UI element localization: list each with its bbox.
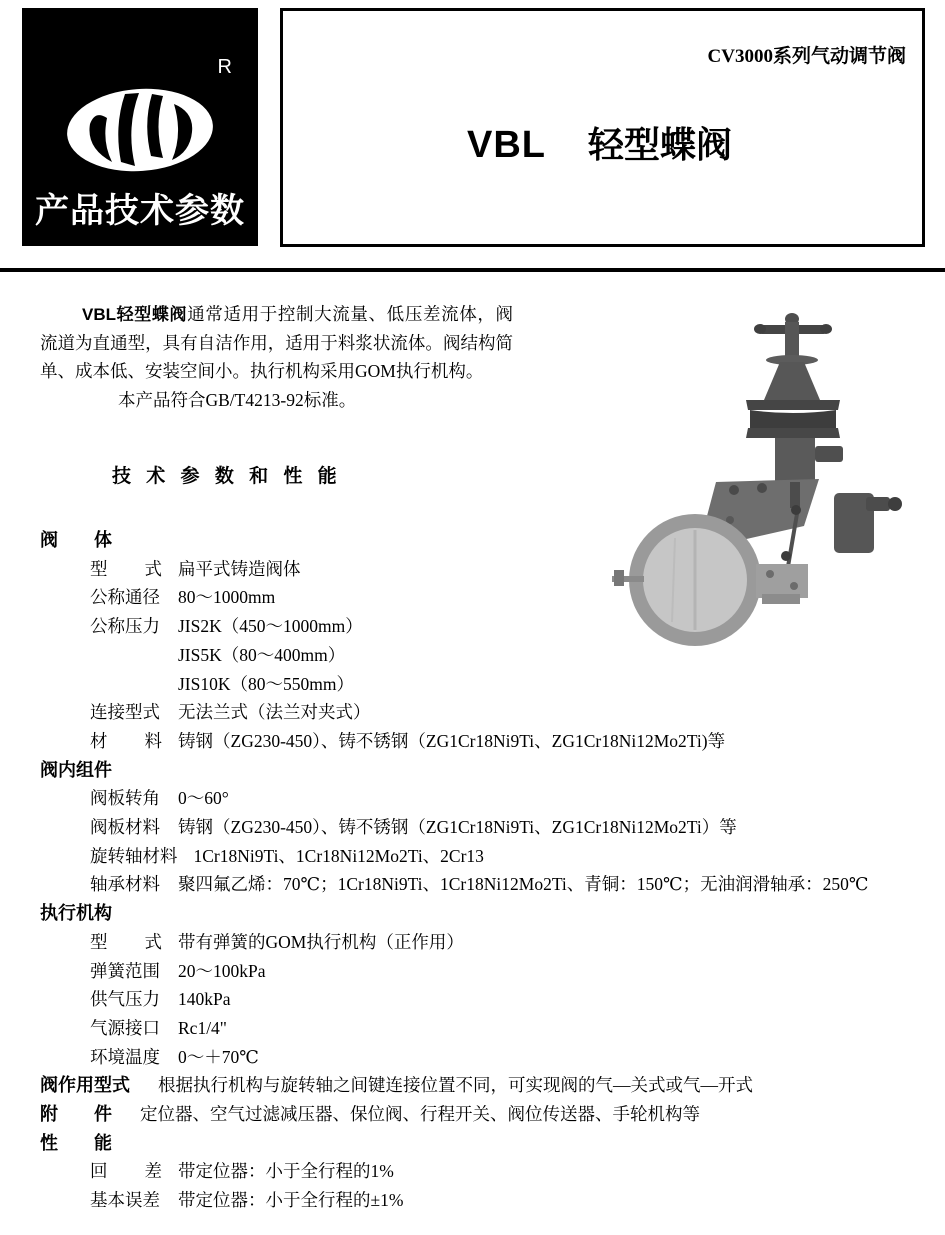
- series-label: CV3000系列气动调节阀: [707, 46, 906, 67]
- spec-label: 阀作用型式: [40, 1075, 130, 1096]
- spec-label: 阀板转角: [90, 788, 160, 809]
- spec-label: 阀内组件: [40, 759, 112, 780]
- spec-label: 附件: [40, 1104, 112, 1125]
- spec-value: 带定位器：小于全行程的1%: [178, 1161, 394, 1182]
- spec-label: 型式: [90, 931, 162, 952]
- spec-value: 80～1000mm: [178, 587, 276, 608]
- spec-value: 带定位器：小于全行程的±1%: [178, 1190, 404, 1211]
- product-title: [467, 117, 732, 168]
- spec-label: 轴承材料: [90, 874, 160, 895]
- spec-row: [40, 526, 920, 555]
- spec-row: [40, 756, 920, 785]
- spec-row: [40, 1186, 920, 1215]
- product-code: VBL: [467, 124, 546, 166]
- product-name: 轻型蝶阀: [588, 125, 733, 165]
- spec-row: [40, 670, 920, 699]
- spec-label: 气源接口: [90, 1017, 160, 1038]
- spec-label: 环境温度: [90, 1046, 160, 1067]
- spec-label: 公称压力: [90, 616, 160, 637]
- spec-row: [40, 1129, 920, 1158]
- spec-row: [40, 1014, 920, 1043]
- spec-row: [40, 612, 920, 641]
- spec-label: 供气压力: [90, 989, 160, 1010]
- spec-label: 材料: [90, 730, 162, 751]
- spec-value: 1Cr18Ni9Ti、1Cr18Ni12Mo2Ti、2Cr13: [193, 845, 484, 866]
- intro-paragraph: [40, 300, 513, 386]
- spec-row: [40, 928, 920, 957]
- spec-row: [40, 899, 920, 928]
- spec-row: [40, 813, 920, 842]
- spec-row: [40, 784, 920, 813]
- spec-value: 0～＋70℃: [178, 1046, 259, 1067]
- spec-value: JIS10K（80～550mm）: [178, 673, 354, 694]
- spec-row: [40, 698, 920, 727]
- spec-row: [40, 1043, 920, 1072]
- spec-row: [40, 1071, 920, 1100]
- spec-row: [40, 842, 920, 871]
- spec-value: Rc1/4": [178, 1017, 227, 1038]
- intro-lead: VBL轻型蝶阀: [82, 305, 188, 324]
- intro-text: 通常适用于控制大流量、低压差流体，阀流道为直通型，具有自洁作用，适用于料浆状流体。阀结构简单、成本低、安装空间小。执行机构采用GOM执行机构。: [40, 304, 514, 382]
- spec-label: 阀体: [40, 530, 112, 550]
- spec-value: JIS2K（450～1000mm）: [178, 616, 363, 637]
- spec-value: 带有弹簧的GOM执行机构（正作用）: [178, 931, 464, 952]
- spec-label: 阀板材料: [90, 817, 160, 838]
- spec-row: [40, 555, 920, 584]
- spec-list: [40, 526, 920, 1215]
- spec-label: 回差: [90, 1161, 162, 1182]
- spec-value: 定位器、空气过滤减压器、保位阀、行程开关、阀位传送器、手轮机构等: [140, 1104, 700, 1125]
- header-divider: [0, 268, 945, 272]
- spec-label: 公称通径: [90, 587, 160, 608]
- brand-logo-box: [22, 8, 258, 246]
- spec-row: [40, 957, 920, 986]
- intro: [40, 300, 513, 414]
- spec-row: [40, 870, 920, 899]
- product-header-box: [280, 8, 925, 247]
- spec-value: 根据执行机构与旋转轴之间键连接位置不同，可实现阀的气—关式或气—开式: [158, 1075, 753, 1096]
- spec-row: [40, 985, 920, 1014]
- spec-value: 铸钢（ZG230-450）、铸不锈钢（ZG1Cr18Ni9Ti、ZG1Cr18Ni12Mo2Ti)等: [178, 730, 726, 751]
- spec-label: 旋转轴材料: [90, 845, 178, 866]
- spec-value: 铸钢（ZG230-450）、铸不锈钢（ZG1Cr18Ni9Ti、ZG1Cr18Ni12Mo2Ti）等: [178, 817, 737, 838]
- spec-label: 型式: [90, 558, 162, 579]
- spec-label: 性能: [40, 1132, 112, 1153]
- spec-value: 140kPa: [178, 989, 231, 1010]
- spec-row: [40, 583, 920, 612]
- spec-label: 连接型式: [90, 702, 160, 723]
- section-title: 技 术 参 数 和 性 能: [112, 466, 342, 487]
- spec-value: 扁平式铸造阀体: [178, 558, 301, 579]
- spec-row: [40, 1100, 920, 1129]
- spec-value: 聚四氟乙烯：70℃；1Cr18Ni9Ti、1Cr18Ni12Mo2Ti、青铜：150℃；无油润滑轴承：250℃: [178, 874, 869, 895]
- spec-value: 无法兰式（法兰对夹式）: [178, 702, 371, 723]
- spec-label: 执行机构: [40, 903, 112, 924]
- spec-value: JIS5K（80～400mm）: [178, 644, 346, 665]
- spec-row: [40, 641, 920, 670]
- spec-value: 20～100kPa: [178, 960, 266, 981]
- logo-caption: 产品技术参数: [35, 192, 245, 230]
- spec-label: 基本误差: [90, 1190, 160, 1211]
- registered-trademark: R: [217, 56, 232, 78]
- spec-label: 弹簧范围: [90, 960, 160, 981]
- spec-value: 0～60°: [178, 788, 229, 809]
- standard-note: 本产品符合GB/T4213-92标准。: [118, 389, 357, 410]
- spec-row: [40, 1157, 920, 1186]
- spec-row: [40, 727, 920, 756]
